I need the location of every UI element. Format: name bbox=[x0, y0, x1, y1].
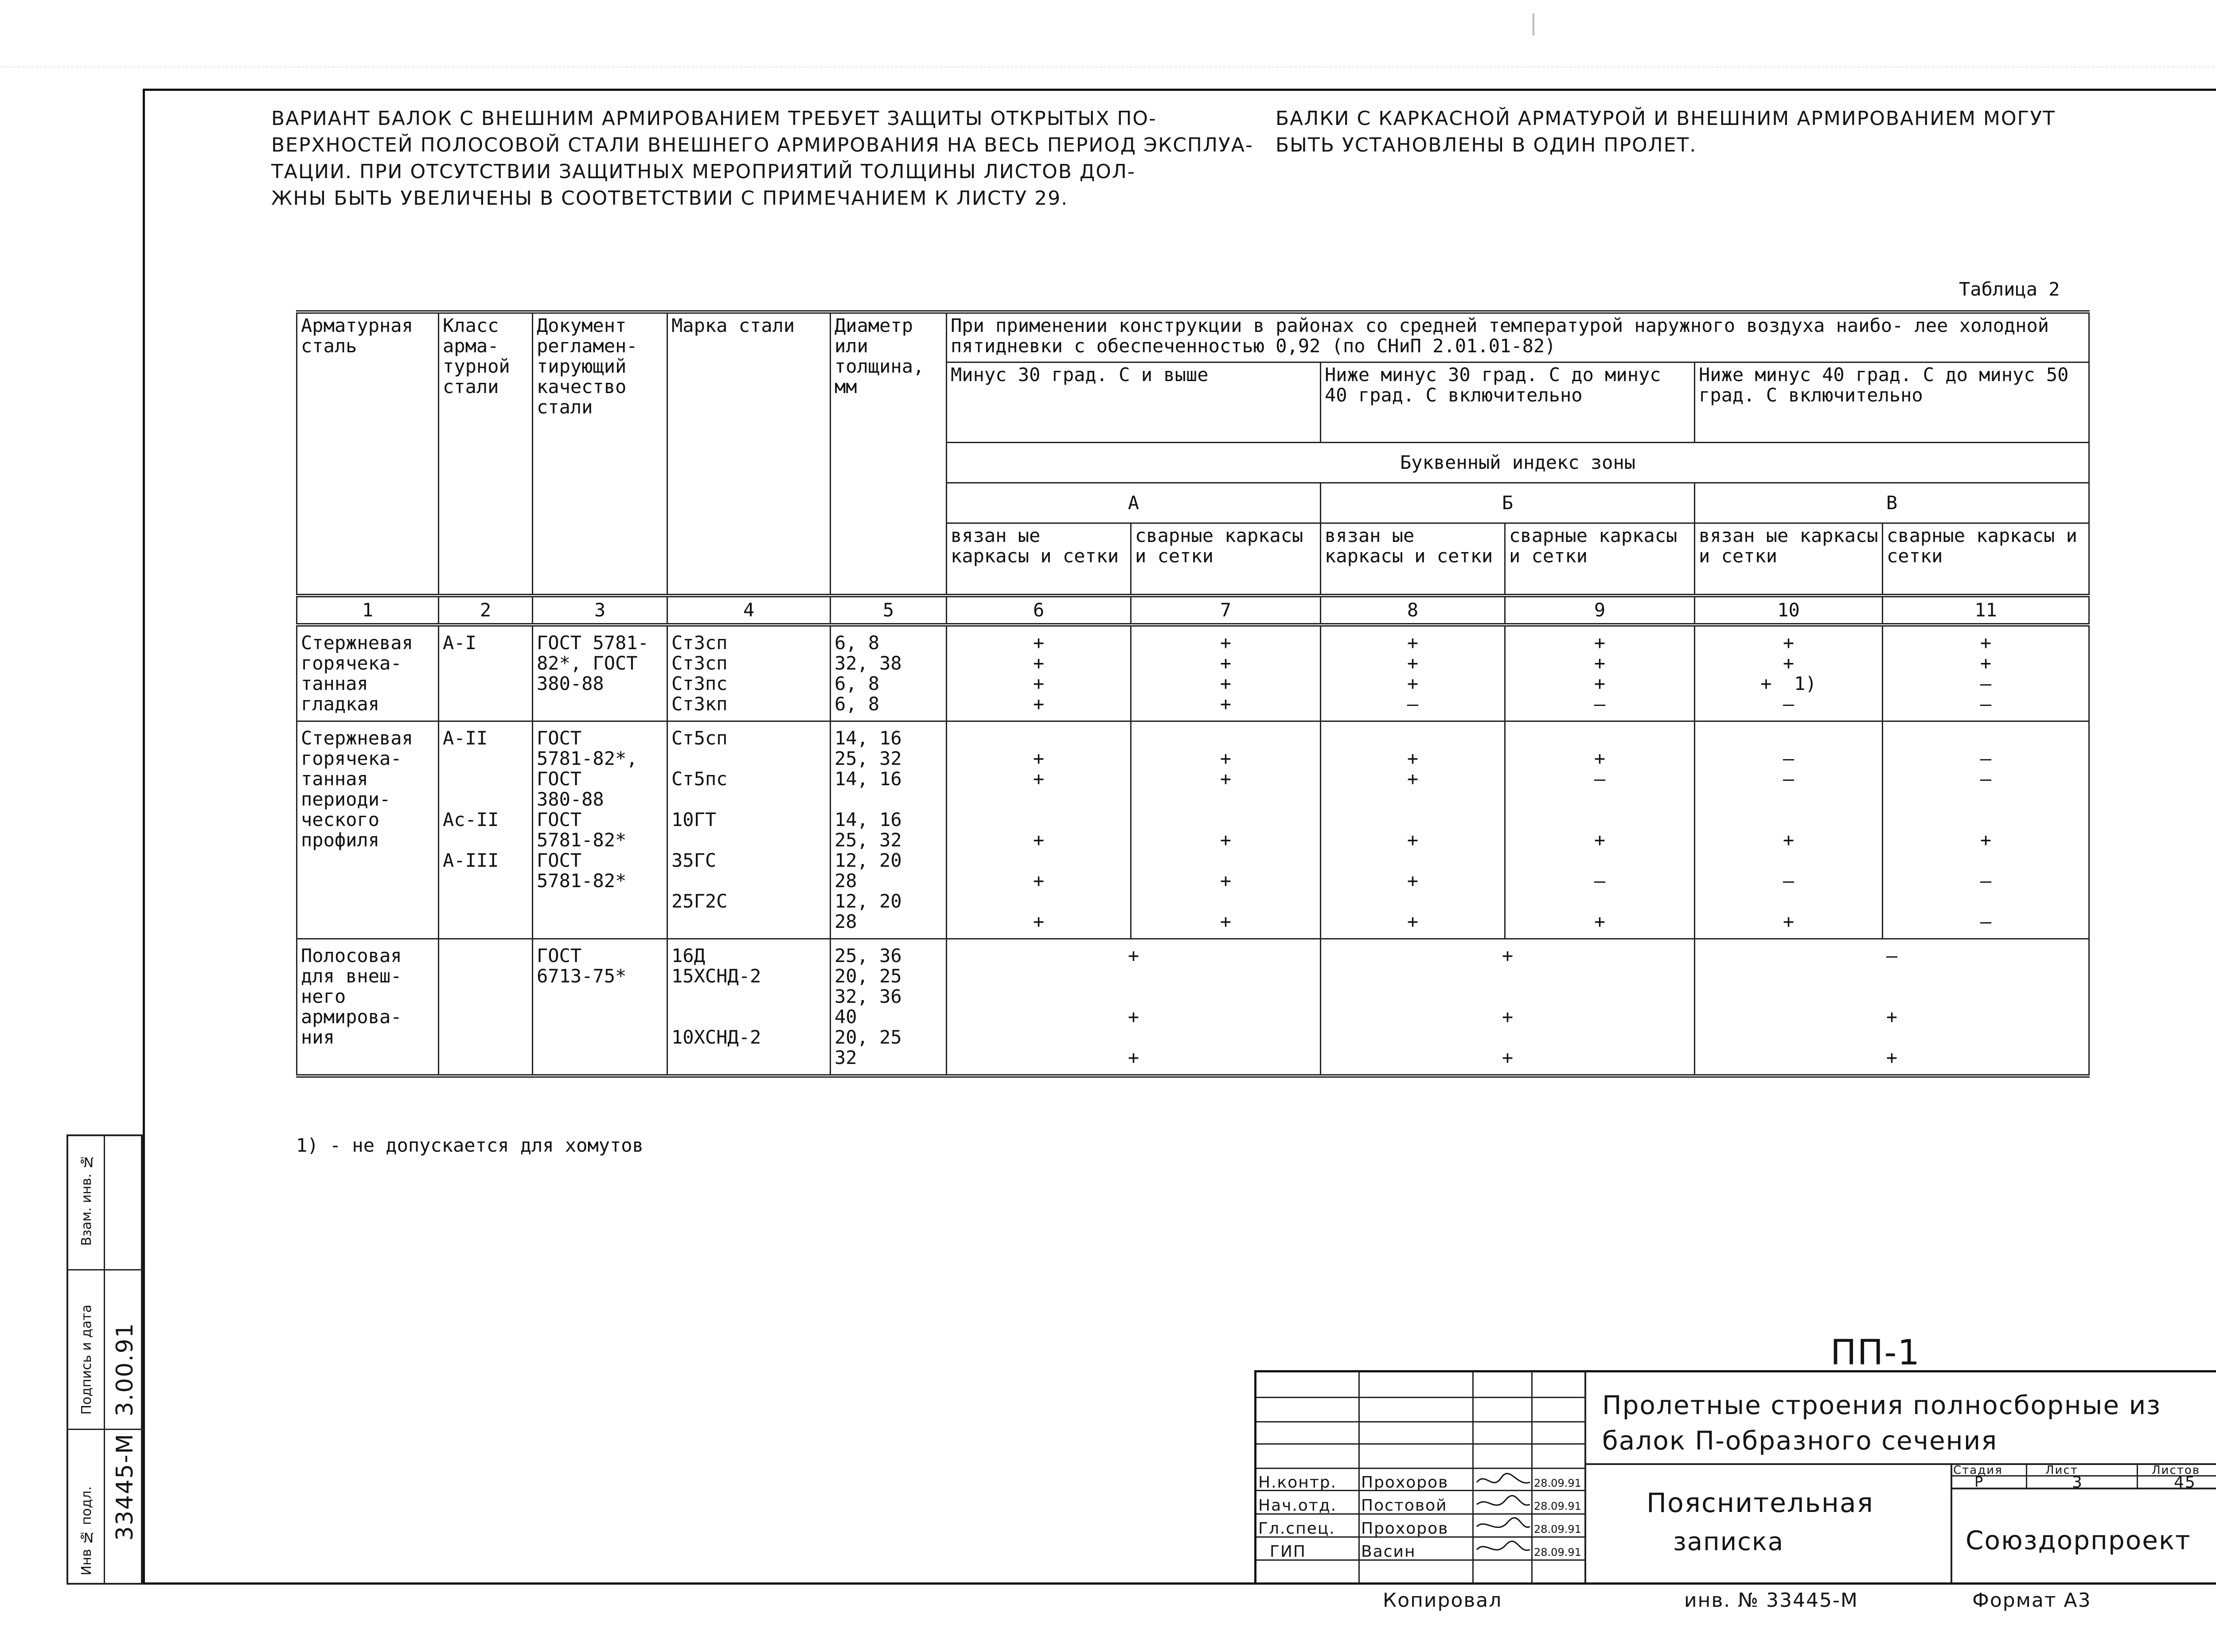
col-number-10: 10 bbox=[1695, 596, 1883, 625]
table-row bbox=[297, 939, 2089, 1076]
header-diameter: Диаметр или толщина, мм bbox=[831, 312, 947, 596]
note-left bbox=[271, 105, 1253, 212]
tb-hline bbox=[1584, 1463, 2216, 1465]
doc-title-1: Пояснительная bbox=[1646, 1488, 1874, 1519]
header-sub-7: сварные каркасы и сетки bbox=[1131, 523, 1321, 596]
col-number-3: 3 bbox=[533, 596, 667, 625]
header-zone-index: Буквенный индекс зоны bbox=[947, 443, 2089, 483]
col-number-9: 9 bbox=[1505, 596, 1695, 625]
sheets-value: 45 bbox=[2174, 1473, 2196, 1492]
col-number-11: 11 bbox=[1883, 596, 2089, 625]
header-document: Документ регламен- тирующий качество стали bbox=[533, 312, 667, 596]
side-stamp bbox=[66, 1134, 143, 1585]
tb-hline bbox=[1256, 1397, 1584, 1398]
stamp-label-replace: Взам. инв. № bbox=[79, 1154, 94, 1246]
top-margin-line bbox=[0, 66, 2216, 67]
cell-v10: + + + 1) – bbox=[1695, 625, 1883, 721]
cell-class bbox=[439, 939, 533, 1076]
note-right-line-2: БЫТЬ УСТАНОВЛЕНЫ В ОДИН ПРОЛЕТ. bbox=[1276, 134, 1697, 156]
header-sub-6: вязан ые каркасы и сетки bbox=[947, 523, 1131, 596]
date-2: 28.09.91 bbox=[1534, 1500, 1581, 1512]
header-class: Класс арма- турной стали bbox=[439, 312, 533, 596]
header-sub-10: вязан ые каркасы и сетки bbox=[1695, 523, 1883, 596]
stage-label: Стадия bbox=[1953, 1464, 2003, 1477]
header-steel: Арматурная сталь bbox=[297, 312, 439, 596]
role-4: ГИП bbox=[1270, 1543, 1306, 1561]
cell-v8: + + + + + bbox=[1321, 721, 1505, 939]
header-temp-1: Минус 30 град. С и выше bbox=[947, 362, 1321, 443]
col-number-6: 6 bbox=[947, 596, 1131, 625]
sheet-label: Лист bbox=[2045, 1464, 2078, 1477]
cell-grade: 16Д 15ХСНД-2 10ХСНД-2 bbox=[667, 939, 831, 1076]
tb-hline bbox=[1256, 1443, 1584, 1445]
cell-diameter: 6, 8 32, 38 6, 8 6, 8 bbox=[831, 625, 947, 721]
name-3: Прохоров bbox=[1361, 1520, 1449, 1538]
cell-zone-c: – + + bbox=[1695, 939, 2089, 1076]
drawing-code: ПП-1 bbox=[1830, 1333, 1921, 1373]
cell-v11: – – + – – bbox=[1883, 721, 2089, 939]
header-sub-8: вязан ые каркасы и сетки bbox=[1321, 523, 1505, 596]
cell-v11: + + – – bbox=[1883, 625, 2089, 721]
table-footnote: 1) - не допускается для хомутов bbox=[296, 1134, 644, 1156]
date-4: 28.09.91 bbox=[1534, 1546, 1581, 1558]
cell-document: ГОСТ 6713-75* bbox=[533, 939, 667, 1076]
table-row bbox=[297, 721, 2089, 939]
steel-table bbox=[296, 310, 2090, 1078]
table-row bbox=[297, 625, 2089, 721]
sheet-value: 3 bbox=[2072, 1473, 2083, 1492]
date-3: 28.09.91 bbox=[1534, 1523, 1581, 1535]
name-2: Постовой bbox=[1361, 1496, 1447, 1515]
header-temp-2: Ниже минус 30 град. С до минус 40 град. С включительно bbox=[1321, 362, 1695, 443]
table-caption: Таблица 2 bbox=[1959, 278, 2060, 300]
tb-hline bbox=[1256, 1468, 1584, 1469]
cell-grade: Ст3сп Ст3сп Ст3пс Ст3кп bbox=[667, 625, 831, 721]
stamp-cell-divider bbox=[68, 1429, 144, 1430]
cell-class: A-II Ac-II A-III bbox=[439, 721, 533, 939]
project-title-2: балок П-образного сечения bbox=[1602, 1426, 1998, 1456]
header-zone-b: Б bbox=[1321, 483, 1695, 523]
header-zone-c: В bbox=[1695, 483, 2089, 523]
name-1: Прохоров bbox=[1361, 1473, 1449, 1492]
col-number-5: 5 bbox=[831, 596, 947, 625]
cell-diameter: 14, 16 25, 32 14, 16 14, 16 25, 32 12, 20 28 12, 20 28 bbox=[831, 721, 947, 939]
cell-diameter: 25, 36 20, 25 32, 36 40 20, 25 32 bbox=[831, 939, 947, 1076]
note-left-line-3: ТАЦИИ. ПРИ ОТСУТСТВИИ ЗАЩИТНЫХ МЕРОПРИЯТИЙ ТОЛЩИНЫ ЛИСТОВ ДОЛ- bbox=[271, 160, 1135, 183]
note-left-line-4: ЖНЫ БЫТЬ УВЕЛИЧЕНЫ В СООТВЕТСТВИИ С ПРИМЕЧАНИЕМ К ЛИСТУ 29. bbox=[271, 187, 1069, 210]
date-1: 28.09.91 bbox=[1534, 1477, 1581, 1489]
header-sub-9: сварные каркасы и сетки bbox=[1505, 523, 1695, 596]
organization: Союздорпроект bbox=[1966, 1525, 2191, 1555]
inventory-number: инв. № 33445-М bbox=[1684, 1589, 1858, 1612]
cell-zone-b: + + + bbox=[1321, 939, 1695, 1076]
cell-document: ГОСТ 5781-82*, ГОСТ 380-88 bbox=[533, 625, 667, 721]
cell-class: A-I bbox=[439, 625, 533, 721]
role-2: Нач.отд. bbox=[1258, 1496, 1337, 1515]
stamp-label-inv: Инв № подл. bbox=[79, 1486, 94, 1576]
role-3: Гл.спец. bbox=[1258, 1520, 1335, 1538]
col-number-1: 1 bbox=[297, 596, 439, 625]
format-label: Формат А3 bbox=[1972, 1589, 2091, 1612]
cell-v9: + – + – + bbox=[1505, 721, 1695, 939]
header-zone-a: А bbox=[947, 483, 1321, 523]
cell-grade: Ст5сп Ст5пс 10ГТ 35ГС 25Г2С bbox=[667, 721, 831, 939]
cell-steel: Стержневая горячека- танная гладкая bbox=[297, 625, 439, 721]
cell-v7: + + + + + bbox=[1131, 721, 1321, 939]
stamp-sign-date: 3.00.91 bbox=[112, 1322, 138, 1417]
tb-vline bbox=[1584, 1372, 1586, 1582]
cell-v6: + + + + + bbox=[947, 721, 1131, 939]
col-number-4: 4 bbox=[667, 596, 831, 625]
header-grade: Марка стали bbox=[667, 312, 831, 596]
cell-v8: + + + – bbox=[1321, 625, 1505, 721]
project-title-1: Пролетные строения полносборные из bbox=[1602, 1390, 2161, 1420]
tb-vline bbox=[1951, 1463, 1952, 1582]
note-right bbox=[1276, 105, 2056, 159]
note-left-line-1: ВАРИАНТ БАЛОК С ВНЕШНИМ АРМИРОВАНИЕМ ТРЕБУЕТ ЗАЩИТЫ ОТКРЫТЫХ ПО- bbox=[271, 107, 1157, 130]
title-block bbox=[1254, 1370, 2216, 1585]
role-1: Н.контр. bbox=[1258, 1473, 1337, 1492]
note-right-line-1: БАЛКИ С КАРКАСНОЙ АРМАТУРОЙ И ВНЕШНИМ АРМИРОВАНИЕМ МОГУТ bbox=[1276, 107, 2056, 130]
header-temp-3: Ниже минус 40 град. С до минус 50 град. С включительно bbox=[1695, 362, 2089, 443]
signature-scribbles bbox=[1475, 1469, 1532, 1562]
header-sub-11: сварные каркасы и сетки bbox=[1883, 523, 2089, 596]
note-left-line-2: ВЕРХНОСТЕЙ ПОЛОСОВОЙ СТАЛИ ВНЕШНЕГО АРМИРОВАНИЯ НА ВЕСЬ ПЕРИОД ЭКСПЛУА- bbox=[271, 134, 1253, 156]
doc-title-2: записка bbox=[1673, 1527, 1784, 1556]
stamp-cell-divider bbox=[68, 1269, 144, 1270]
tb-hline bbox=[1256, 1421, 1584, 1422]
col-number-2: 2 bbox=[439, 596, 533, 625]
tb-vline bbox=[1472, 1372, 1474, 1582]
cell-v10: – – + – + bbox=[1695, 721, 1883, 939]
name-4: Васин bbox=[1361, 1543, 1416, 1561]
top-tick bbox=[1533, 13, 1534, 35]
cell-document: ГОСТ 5781-82*, ГОСТ 380-88 ГОСТ 5781-82* ГОСТ 5781-82* bbox=[533, 721, 667, 939]
cell-steel: Полосовая для внеш- него армирова- ния bbox=[297, 939, 439, 1076]
tb-vline bbox=[1358, 1372, 1360, 1582]
col-number-7: 7 bbox=[1131, 596, 1321, 625]
stage-value: Р bbox=[1974, 1473, 1984, 1490]
stamp-inv-number: 33445-М bbox=[112, 1433, 138, 1541]
cell-v9: + + + – bbox=[1505, 625, 1695, 721]
cell-steel: Стержневая горячека- танная периоди- ческого профиля bbox=[297, 721, 439, 939]
col-number-8: 8 bbox=[1321, 596, 1505, 625]
sheets-label: Листов bbox=[2152, 1464, 2200, 1477]
cell-v7: + + + + bbox=[1131, 625, 1321, 721]
stamp-label-sign: Подпись и дата bbox=[79, 1305, 94, 1415]
header-temperature: При применении конструкции в районах со средней температурой наружного воздуха наибо- лее холодной пятидневки с обеспеченностью 0,92 (по СНиП 2.01.01-82) bbox=[947, 312, 2089, 362]
copied-by-label: Копировал bbox=[1383, 1589, 1502, 1612]
cell-v6: + + + + bbox=[947, 625, 1131, 721]
cell-zone-a: + + + bbox=[947, 939, 1321, 1076]
